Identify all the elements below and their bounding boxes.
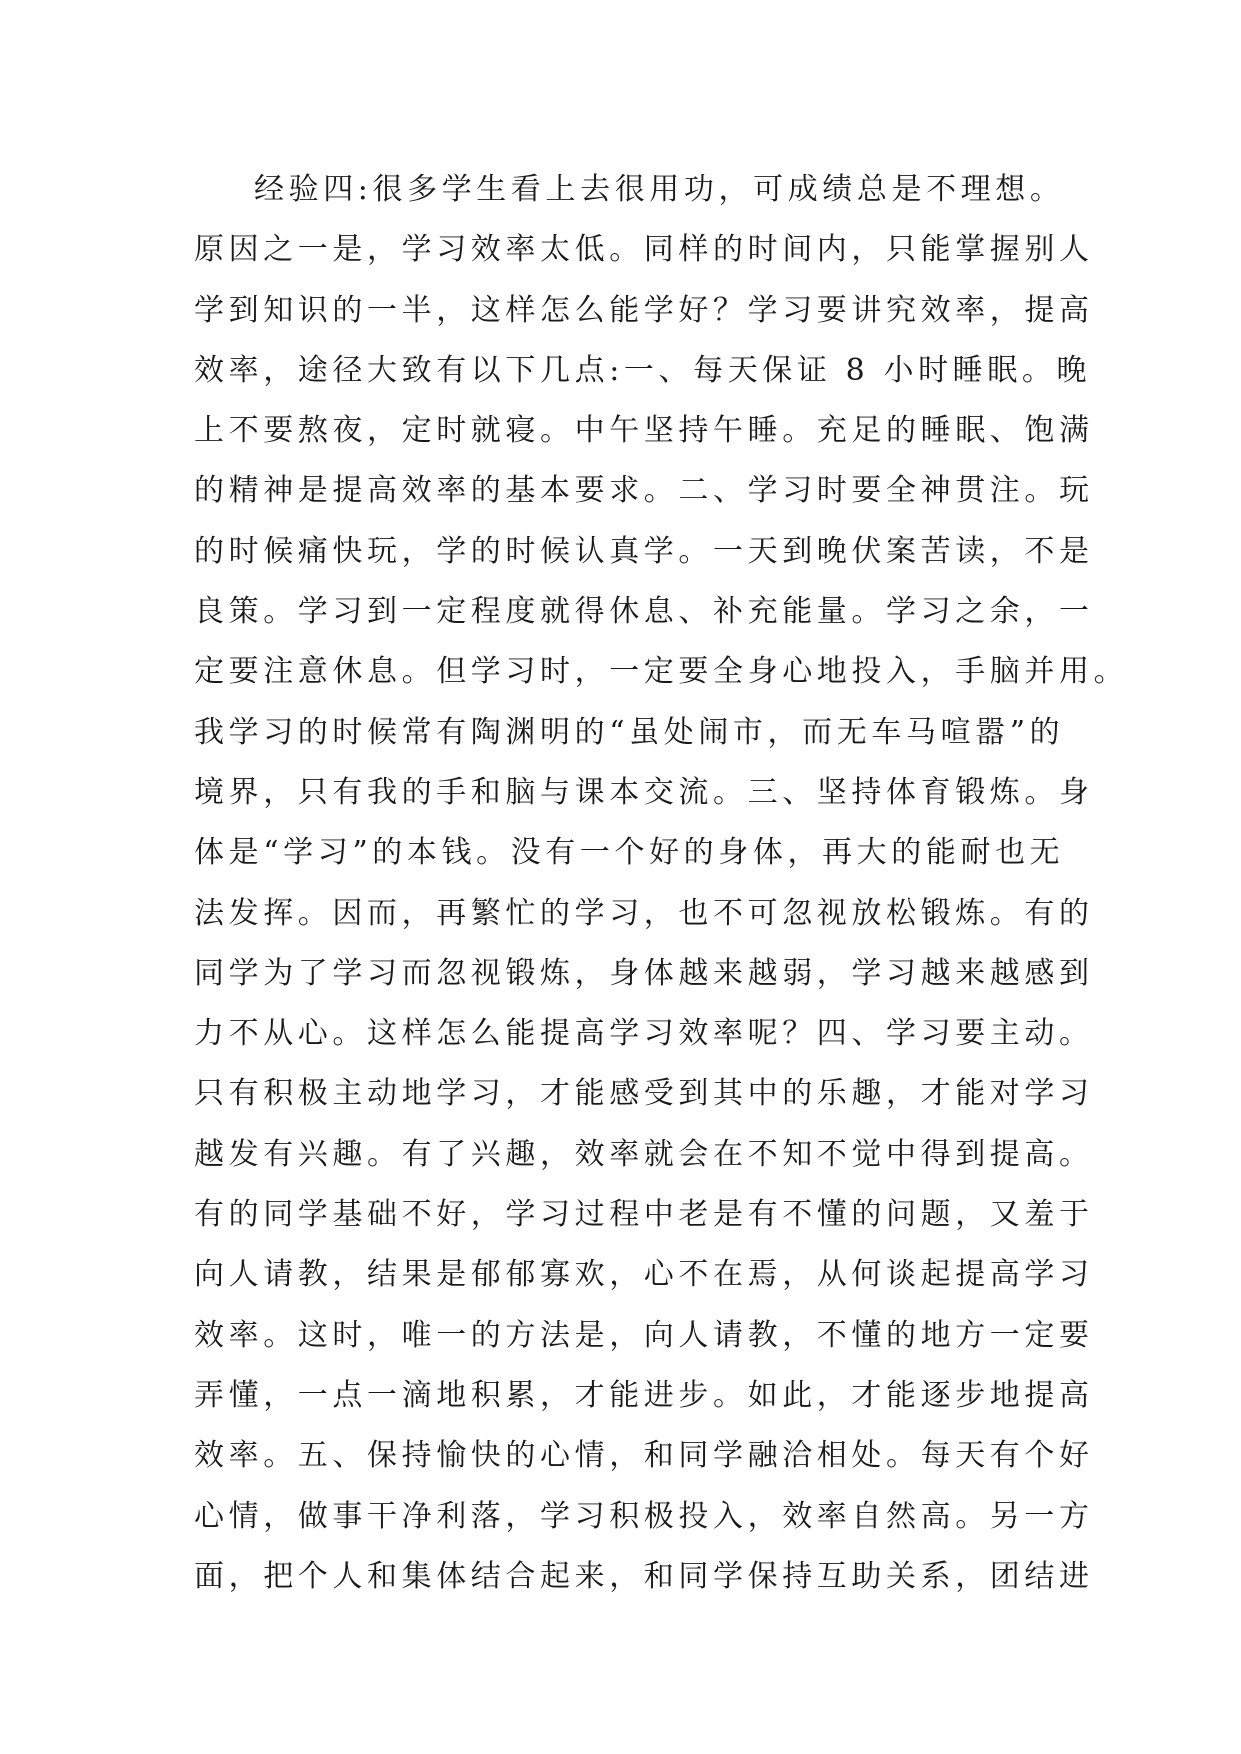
text-line: 我学习的时候常有陶渊明的“虽处闹市，而无车马喧嚣”的 [194,714,1065,750]
text-line: 力不从心。这样怎么能提高学习效率呢？四、学习要主动。 [194,1016,1094,1052]
text-line: 学到知识的一半，这样怎么能学好？学习要讲究效率，提高 [194,292,1094,328]
text-line: 的精神是提高效率的基本要求。二、学习时要全神贯注。玩 [194,473,1094,509]
text-line: 只有积极主动地学习，才能感受到其中的乐趣，才能对学习 [194,1076,1094,1112]
text-line: 同学为了学习而忽视锻炼，身体越来越弱，学习越来越感到 [194,955,1094,991]
text-line: 境界，只有我的手和脑与课本交流。三、坚持体育锻炼。身 [194,774,1094,810]
body-paragraph [194,160,1129,1607]
text-line: 定要注意休息。但学习时，一定要全身心地投入，手脑并用。 [194,654,1129,690]
text-line: 向人请教，结果是郁郁寡欢，心不在焉，从何谈起提高学习 [194,1257,1094,1293]
text-line: 效率。五、保持愉快的心情，和同学融洽相处。每天有个好 [194,1438,1094,1474]
text-line: 心情，做事干净利落，学习积极投入，效率自然高。另一方 [194,1498,1094,1534]
text-line: 法发挥。因而，再繁忙的学习，也不可忽视放松锻炼。有的 [194,895,1094,931]
text-line: 弄懂，一点一滴地积累，才能进步。如此，才能逐步地提高 [194,1377,1094,1413]
text-line: 上不要熬夜，定时就寝。中午坚持午睡。充足的睡眠、饱满 [194,413,1094,449]
text-line: 有的同学基础不好，学习过程中老是有不懂的问题，又羞于 [194,1197,1094,1233]
text-line: 效率。这时，唯一的方法是，向人请教，不懂的地方一定要 [194,1317,1094,1353]
text-line: 的时候痛快玩，学的时候认真学。一天到晚伏案苦读，不是 [194,533,1094,569]
text-line: 面，把个人和集体结合起来，和同学保持互助关系，团结进 [194,1558,1094,1594]
text-line: 越发有兴趣。有了兴趣，效率就会在不知不觉中得到提高。 [194,1136,1094,1172]
text-line: 体是“学习”的本钱。没有一个好的身体，再大的能耐也无 [194,835,1065,871]
text-line: 原因之一是，学习效率太低。同样的时间内，只能掌握别人 [194,232,1094,268]
text-line: 效率，途径大致有以下几点:一、每天保证 8 小时睡眠。晚 [194,352,1092,388]
text-line: 良策。学习到一定程度就得休息、补充能量。学习之余，一 [194,594,1094,630]
text-line: 经验四:很多学生看上去很用功，可成绩总是不理想。 [254,172,1065,207]
